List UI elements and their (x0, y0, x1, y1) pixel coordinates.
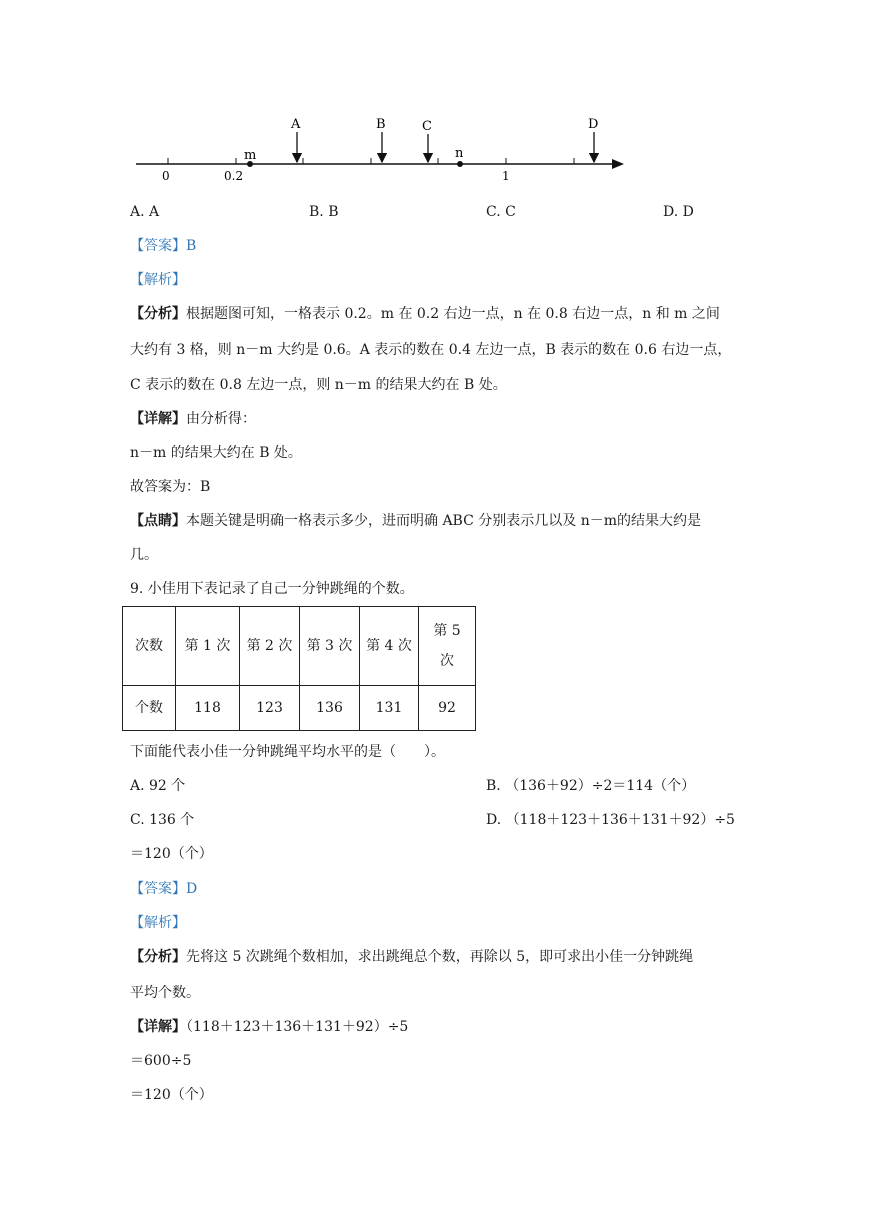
q8-jiexi-heading: 【解析】 (130, 272, 186, 288)
q8-answer: 【答案】B (130, 238, 197, 254)
table-cell-col3: 第 3 次 (300, 607, 360, 686)
q9-stem: 9. 小佳用下表记录了自己一分钟跳绳的个数。 (130, 581, 414, 597)
q8-option-a[interactable]: A. A (130, 204, 160, 220)
q9-option-b[interactable]: B. （136＋92）÷2＝114（个） (486, 778, 696, 794)
table-cell-value4: 131 (360, 686, 419, 731)
col5-line1: 第 5 (433, 623, 461, 639)
label-0.2: 0.2 (224, 169, 244, 183)
arrow-label-b: B (376, 117, 386, 132)
q8-fenxi-line2: 大约有 3 格，则 n－m 大约是 0.6。A 表示的数在 0.4 左边一点，B 表示的数在 0.6 右边一点， (130, 342, 732, 358)
table-cell-col4: 第 4 次 (360, 607, 419, 686)
q8-option-c[interactable]: C. C (486, 204, 516, 220)
q9-record-table (122, 606, 476, 731)
q8-option-d[interactable]: D. D (663, 204, 694, 220)
q8-fenxi-tag: 【分析】 (130, 306, 186, 322)
q9-xiangjie-tag: 【详解】 (130, 1019, 186, 1035)
table-cell-value2: 123 (240, 686, 300, 731)
q8-dianjing-line1 (130, 511, 701, 531)
table-cell-col1: 第 1 次 (176, 607, 240, 686)
q8-xiangjie-text1: 由分析得： (186, 411, 256, 427)
table-cell-value1: 118 (176, 686, 240, 731)
table-cell-value5: 92 (419, 686, 476, 731)
q8-fenxi-line3: C 表示的数在 0.8 左边一点，则 n－m 的结果大约在 B 处。 (130, 377, 507, 393)
q9-xiangjie-line1 (130, 1017, 408, 1037)
label-n: n (455, 146, 464, 161)
point-n (457, 161, 463, 167)
table-cell-row2-head: 个数 (123, 686, 176, 731)
arrow-label-c: C (422, 119, 432, 134)
q9-xiangjie-line2: ＝600÷5 (130, 1053, 192, 1069)
q8-xiangjie-line1 (130, 409, 256, 429)
label-m: m (244, 148, 257, 163)
table-cell-col5 (419, 607, 476, 686)
q9-fenxi-line2: 平均个数。 (130, 985, 200, 1001)
q9-jiexi-heading: 【解析】 (130, 915, 186, 931)
q9-xiangjie-text1: （118＋123＋136＋131＋92）÷5 (186, 1019, 409, 1035)
table-cell-row1-head: 次数 (123, 607, 176, 686)
q9-fenxi-line1 (130, 947, 693, 967)
q8-xiangjie-tag: 【详解】 (130, 411, 186, 427)
table-row (123, 686, 476, 731)
q9-xiangjie-line3: ＝120（个） (130, 1087, 213, 1103)
col5-line2: 次 (440, 653, 454, 669)
q9-option-a[interactable]: A. 92 个 (130, 778, 186, 794)
arrow-label-a: A (291, 117, 301, 132)
arrow-label-d: D (588, 117, 599, 132)
table-row (123, 607, 476, 686)
table-cell-col2: 第 2 次 (240, 607, 300, 686)
q9-option-d[interactable]: D. （118＋123＋136＋131＋92）÷5 (486, 812, 735, 828)
q9-option-d-line2: ＝120（个） (130, 846, 213, 862)
q9-question: 下面能代表小佳一分钟跳绳平均水平的是（ ）。 (130, 744, 445, 760)
q9-answer: 【答案】D (130, 881, 198, 897)
number-line-figure (130, 110, 630, 185)
q8-dianjing-tag: 【点睛】 (130, 513, 186, 529)
axis-arrowhead-icon (612, 159, 624, 169)
q9-option-c[interactable]: C. 136 个 (130, 812, 195, 828)
q8-final-answer: 故答案为：B (130, 479, 211, 495)
q8-dianjing-line2: 几。 (130, 547, 158, 563)
q9-fenxi-text1: 先将这 5 次跳绳个数相加，求出跳绳总个数，再除以 5，即可求出小佳一分钟跳绳 (186, 949, 694, 965)
q8-fenxi-text1: 根据题图可知，一格表示 0.2。m 在 0.2 右边一点，n 在 0.8 右边一点，n 和 m 之间 (186, 306, 720, 322)
q8-fenxi-line1 (130, 304, 720, 324)
q9-fenxi-tag: 【分析】 (130, 949, 186, 965)
q8-dianjing-text1: 本题关键是明确一格表示多少，进而明确 ABC 分别表示几以及 n－m的结果大约是 (186, 513, 702, 529)
label-0: 0 (162, 169, 170, 183)
label-1: 1 (502, 169, 510, 183)
q8-xiangjie-line2: n－m 的结果大约在 B 处。 (130, 445, 302, 461)
q8-option-b[interactable]: B. B (309, 204, 339, 220)
table-cell-value3: 136 (300, 686, 360, 731)
